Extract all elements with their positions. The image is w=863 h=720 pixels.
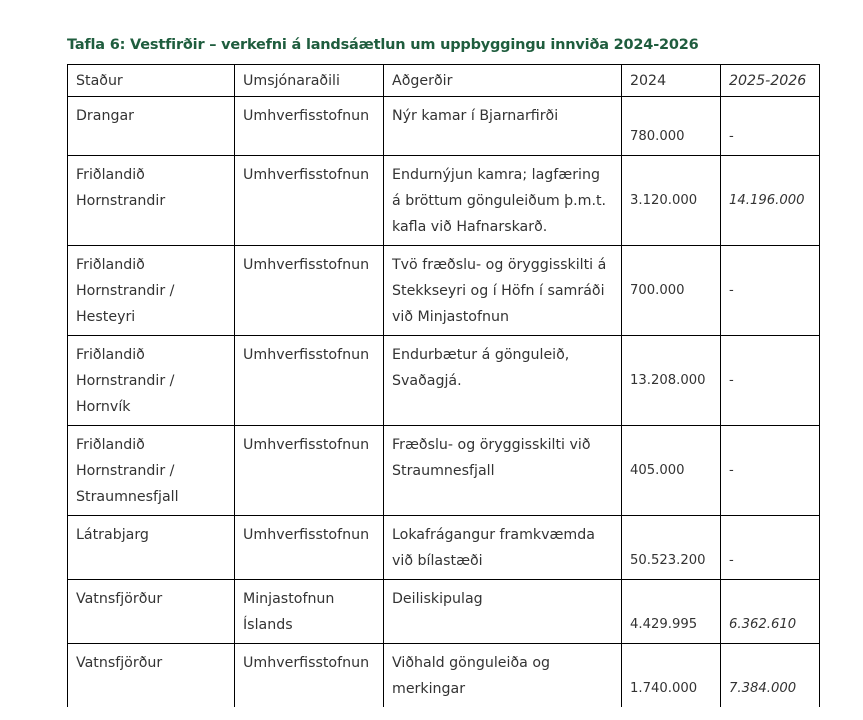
cell-umsjon: Umhverfisstofnun [235, 97, 384, 156]
cell-adgerdir: Nýr kamar í Bjarnarfirði [384, 97, 622, 156]
cell-umsjon: Umhverfisstofnun [235, 156, 384, 246]
header-2025-2026: 2025-2026 [721, 65, 820, 97]
cell-stadur: Friðlandið Hornstrandir [68, 156, 235, 246]
cell-umsjon: Minjastofnun Íslands [235, 580, 384, 644]
cell-adgerdir: Endurnýjun kamra; lagfæring á bröttum gönguleiðum þ.m.t. kafla við Hafnarskarð. [384, 156, 622, 246]
cell-2024: 405.000 [622, 426, 721, 516]
cell-stadur: Drangar [68, 97, 235, 156]
table-row [68, 644, 820, 708]
cell-2024: 700.000 [622, 246, 721, 336]
cell-2024: 3.120.000 [622, 156, 721, 246]
cell-2025-2026: - [721, 426, 820, 516]
cell-adgerdir: Deiliskipulag [384, 580, 622, 644]
cell-2024: 13.208.000 [622, 336, 721, 426]
table-row [68, 580, 820, 644]
cell-adgerdir: Tvö fræðslu- og öryggisskilti á Stekkseyri og í Höfn í samráði við Minjastofnun [384, 246, 622, 336]
table-row [68, 246, 820, 336]
cell-stadur: Vatnsfjörður [68, 580, 235, 644]
cell-stadur: Vatnsfjörður [68, 644, 235, 708]
header-2024: 2024 [622, 65, 721, 97]
cell-stadur: Friðlandið Hornstrandir / Hesteyri [68, 246, 235, 336]
header-umsjonaradili: Umsjónaraðili [235, 65, 384, 97]
cell-stadur: Látrabjarg [68, 516, 235, 580]
cell-2025-2026: - [721, 336, 820, 426]
cell-umsjon: Umhverfisstofnun [235, 516, 384, 580]
cell-2025-2026: 6.362.610 [721, 580, 820, 644]
header-row [68, 65, 820, 97]
cell-2024: 4.429.995 [622, 580, 721, 644]
table-row [68, 426, 820, 516]
cell-adgerdir: Endurbætur á gönguleið, Svaðagjá. [384, 336, 622, 426]
cell-2024: 780.000 [622, 97, 721, 156]
cell-adgerdir: Lokafrágangur framkvæmda við bílastæði [384, 516, 622, 580]
cell-stadur: Friðlandið Hornstrandir / Straumnesfjall [68, 426, 235, 516]
cell-umsjon: Umhverfisstofnun [235, 644, 384, 708]
cell-2025-2026: - [721, 97, 820, 156]
cell-2025-2026: 7.384.000 [721, 644, 820, 708]
cell-2025-2026: 14.196.000 [721, 156, 820, 246]
table-row [68, 97, 820, 156]
table-row [68, 156, 820, 246]
cell-umsjon: Umhverfisstofnun [235, 426, 384, 516]
table-row [68, 336, 820, 426]
table-row [68, 516, 820, 580]
cell-adgerdir: Fræðslu- og öryggisskilti við Straumnesfjall [384, 426, 622, 516]
cell-umsjon: Umhverfisstofnun [235, 246, 384, 336]
table-caption: Tafla 6: Vestfirðir – verkefni á landsáætlun um uppbyggingu innviða 2024-2026 [67, 37, 699, 53]
cell-stadur: Friðlandið Hornstrandir / Hornvík [68, 336, 235, 426]
cell-2025-2026: - [721, 516, 820, 580]
cell-2024: 1.740.000 [622, 644, 721, 708]
cell-2024: 50.523.200 [622, 516, 721, 580]
infrastructure-table [67, 64, 820, 707]
header-adgerdir: Aðgerðir [384, 65, 622, 97]
cell-adgerdir: Viðhald gönguleiða og merkingar [384, 644, 622, 708]
cell-umsjon: Umhverfisstofnun [235, 336, 384, 426]
header-stadur: Staður [68, 65, 235, 97]
cell-2025-2026: - [721, 246, 820, 336]
